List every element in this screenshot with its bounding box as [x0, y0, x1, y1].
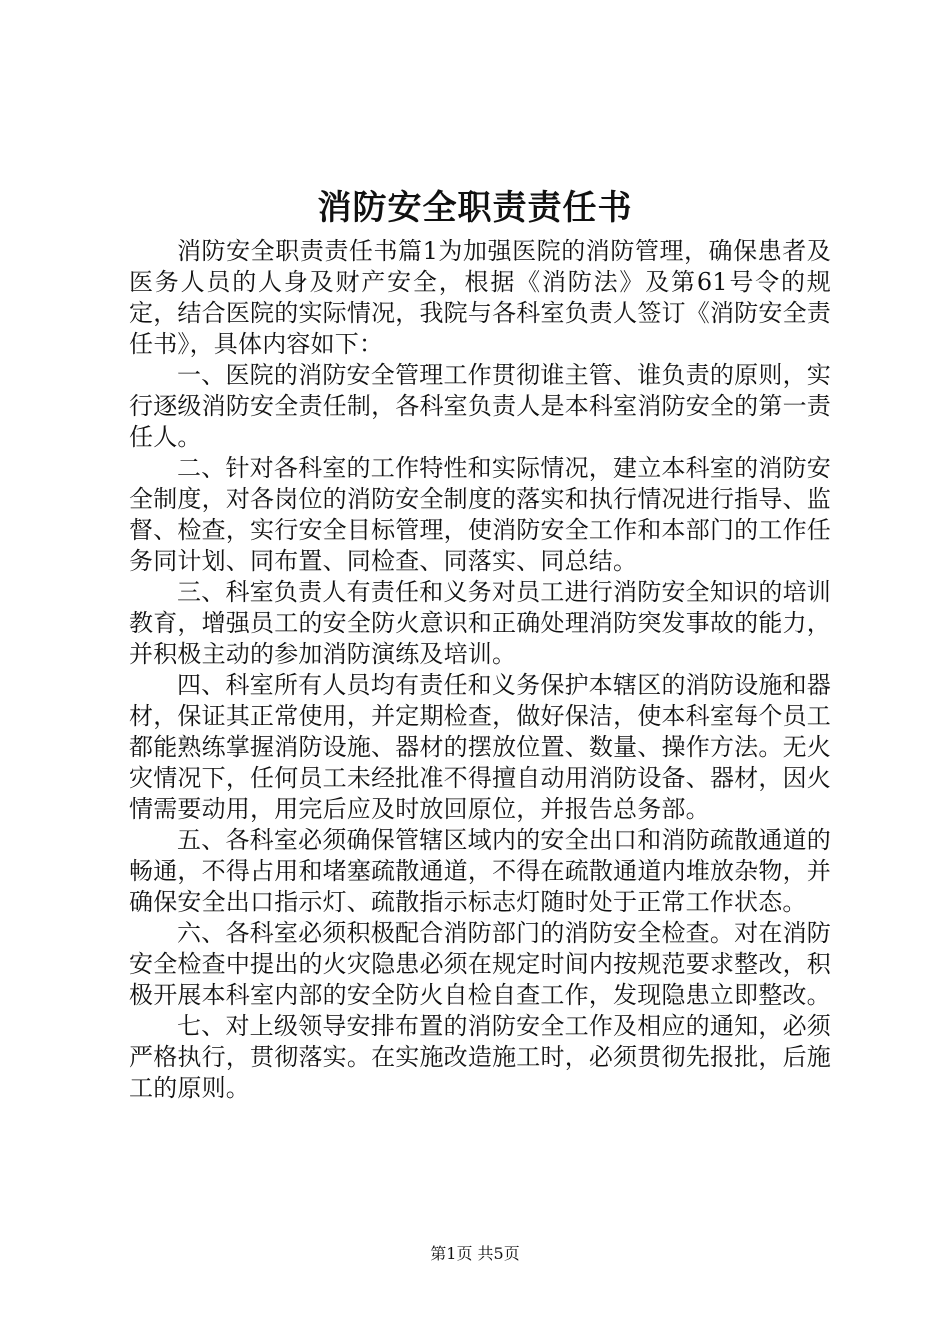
paragraph-clause-7: 七、对上级领导安排布置的消防安全工作及相应的通知，必须严格执行，贯彻落实。在实施改造施工时，必须贯彻先报批，后施工的原则。	[129, 1012, 831, 1102]
paragraph-clause-3: 三、科室负责人有责任和义务对员工进行消防安全知识的培训教育，增强员工的安全防火意识和正确处理消防突发事故的能力，并积极主动的参加消防演练及培训。	[129, 578, 831, 668]
paragraph-clause-1: 一、医院的消防安全管理工作贯彻谁主管、谁负责的原则，实行逐级消防安全责任制，各科室负责人是本科室消防安全的第一责任人。	[129, 361, 831, 451]
document-title: 消防安全职责责任书	[317, 188, 633, 228]
paragraph-intro: 消防安全职责责任书篇1为加强医院的消防管理，确保患者及医务人员的人身及财产安全，根据《消防法》及第61号令的规定，结合医院的实际情况，我院与各科室负责人签订《消防安全责任书》，具体内容如下：	[129, 237, 831, 358]
paragraph-clause-6: 六、各科室必须积极配合消防部门的消防安全检查。对在消防安全检查中提出的火灾隐患必须在规定时间内按规范要求整改，积极开展本科室内部的安全防火自检自查工作，发现隐患立即整改。	[129, 919, 831, 1009]
document-body	[129, 236, 831, 1104]
paragraph-clause-4: 四、科室所有人员均有责任和义务保护本辖区的消防设施和器材，保证其正常使用，并定期检查，做好保洁，使本科室每个员工都能熟练掌握消防设施、器材的摆放位置、数量、操作方法。无火灾情况下，任何员工未经批准不得擅自动用消防设备、器材，因火情需要动用，用完后应及时放回原位，并报告总务部。	[129, 671, 831, 823]
paragraph-clause-5: 五、各科室必须确保管辖区域内的安全出口和消防疏散通道的畅通，不得占用和堵塞疏散通道，不得在疏散通道内堆放杂物，并确保安全出口指示灯、疏散指示标志灯随时处于正常工作状态。	[129, 826, 831, 916]
paragraph-clause-2: 二、针对各科室的工作特性和实际情况，建立本科室的消防安全制度，对各岗位的消防安全制度的落实和执行情况进行指导、监督、检查，实行安全目标管理，使消防安全工作和本部门的工作任务同计划、同布置、同检查、同落实、同总结。	[129, 454, 831, 575]
page-number-footer: 第1页 共5页	[430, 1244, 520, 1263]
